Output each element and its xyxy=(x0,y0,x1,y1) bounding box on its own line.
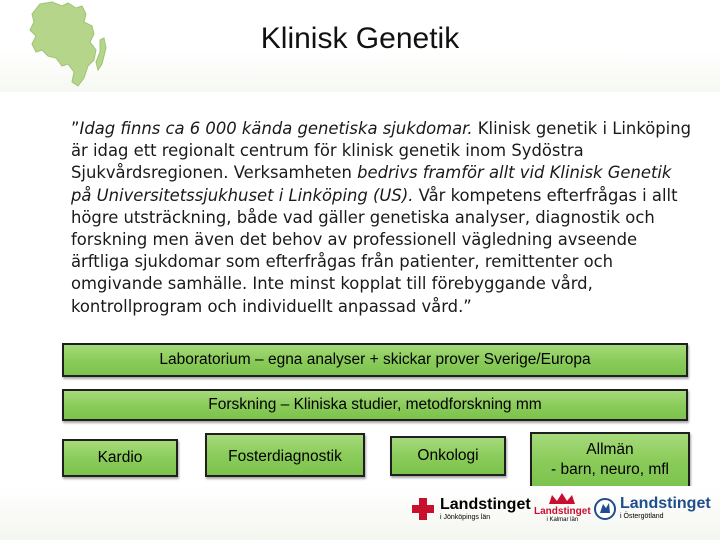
griffin-emblem-icon xyxy=(594,498,616,520)
allman-box xyxy=(530,432,690,488)
laboratorium-bar xyxy=(62,343,688,377)
kardio-label: Kardio xyxy=(97,449,143,466)
body-text-a: Klinisk genetik i Linköping är idag ett regionalt centrum för klinisk genetik inom Sydöstra Sjukvårdsregionen. Verksamheten xyxy=(71,119,692,183)
page-title: Klinisk Genetik xyxy=(260,22,460,55)
logo-ostergotland-name: Landstinget xyxy=(620,495,711,512)
forskning-label: Forskning – Kliniska studier, metodforskning mm xyxy=(208,396,542,413)
allman-label-line1: Allmän xyxy=(586,441,634,458)
logo-jonkoping-sub: i Jönköpings län xyxy=(440,513,491,521)
laboratorium-label: Laboratorium – egna analyser + skickar prover Sverige/Europa xyxy=(159,351,591,368)
logo-jonkoping xyxy=(410,496,531,522)
body-paragraph xyxy=(71,118,693,318)
logo-ostergotland xyxy=(594,496,711,521)
body-text-b: Vår kompetens efterfrågas i allt högre utsträckning, både vad gäller genetiska analyser, diagnostik och forskning men även det behov av professionell vägledning avseende ärftliga sjukdomar som efterfrågas från patienter, remittenter och omgivande samhälle. Inte minst kopplat till förebyggande vård, kontrollprogram och individuellt anpassad vård.” xyxy=(71,185,678,316)
quote-open: ” xyxy=(71,119,80,138)
logo-kalmar xyxy=(534,492,591,524)
logo-kalmar-sub: i Kalmar län xyxy=(546,517,579,523)
logo-kalmar-name: Landstinget xyxy=(534,506,591,517)
onkologi-box xyxy=(390,436,506,476)
foster-label: Fosterdiagnostik xyxy=(228,448,342,465)
allman-label-line2: - barn, neuro, mfl xyxy=(550,461,670,478)
red-cross-icon xyxy=(410,496,436,522)
italic-location: bedrivs framför allt vid Klinisk Genetik på Universitetssjukhuset i Linköping (US). xyxy=(71,163,672,205)
logo-jonkoping-name: Landstinget xyxy=(440,495,531,513)
logo-ostergotland-sub: i Östergötland xyxy=(620,513,664,520)
fosterdiagnostik-box xyxy=(205,433,365,477)
onkologi-label: Onkologi xyxy=(417,447,479,464)
forskning-bar xyxy=(62,389,688,421)
italic-intro: Idag finns ca 6 000 kända genetiska sjukdomar. xyxy=(79,119,473,138)
crown-icon xyxy=(547,492,577,506)
kardio-box xyxy=(62,439,178,477)
